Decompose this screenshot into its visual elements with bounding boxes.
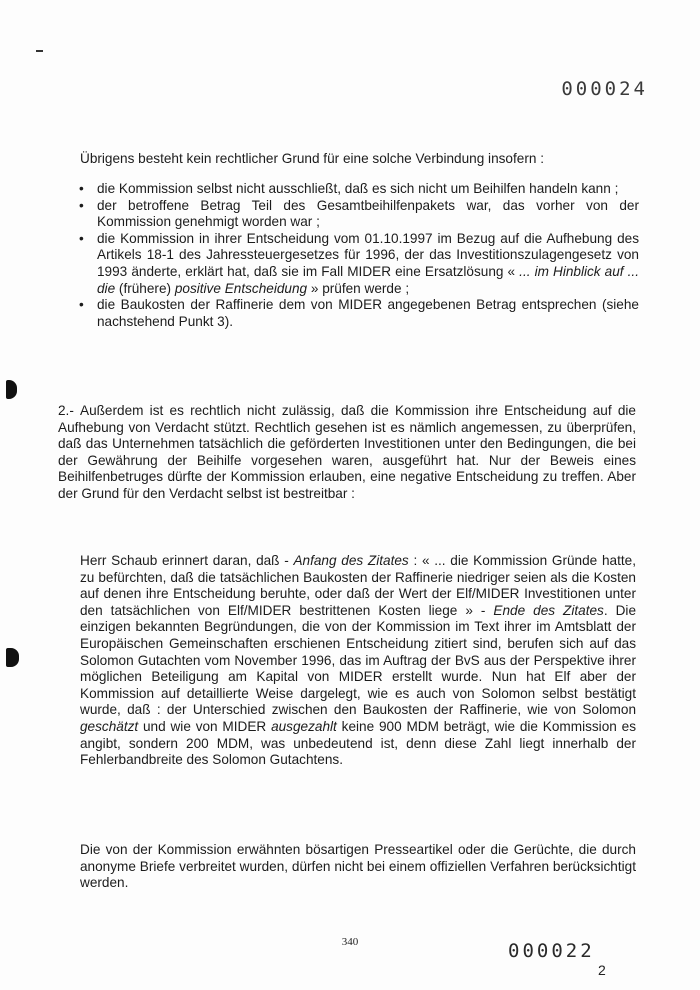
scan-artifact-mark [36, 50, 43, 52]
closing-paragraph: Die von der Kommission erwähnten bösartigen Presseartikel oder die Gerüchte, die durch anonyme Briefe verbreitet wurden, dürfen nicht bei einem offiziellen Verfahren berücksichtigt werden. [80, 842, 636, 891]
quote-mid: und wie von MIDER [138, 718, 272, 734]
italic-word: ausgezahlt [271, 718, 337, 734]
bullet-text-part: (frühere) [115, 280, 175, 296]
quote-tail: keine 900 MDM beträgt, wie die Kommission es angibt, sondern 200 MDM, was unbedeutend ist, denn diese Zahl liegt innerhalb der Fehlerbandbreite des Solomon Gutachtens. [80, 718, 636, 768]
margin-punch-mark-bottom [6, 648, 19, 667]
quote-end-label: Ende des Zitates [493, 602, 604, 618]
section-number: 2.- [58, 403, 74, 418]
bullet-text-part: die Kommission in ihrer Entscheidung vom 01.10.1997 im Bezug auf die Aufhebung des Artikels 18-1 des Jahressteuergesetzes für 1996, der das Investitionszulagengesetz von 1993 änderte, erklärt hat, daß sie im Fall MIDER eine Ersatzlösung « [97, 230, 639, 279]
page-number: 340 [341, 936, 359, 948]
quote-start-label: Anfang des Zitates [293, 553, 409, 568]
bullet-text: der betroffene Betrag Teil des Gesamtbeihilfenpakets war, das vorher von der Kommission genehmigt worden war ; [97, 197, 639, 230]
quote-after: . Die einzigen bekannten Begründungen, die von der Kommission im Text ihrer im Amtsblatt der Europäischen Gemeinschaften erschienen Entscheidung zitiert sind, berufen sich auf das Solomon Gutachten vom November 1996, das im Auftrag der BvS aus der Perspektive ihrer möglichen Beteiligung am Kapital von MIDER erstellt wurde. Nun hat Elf aber der Kommission auf detaillierte Weise dargelegt, wie es auch von Solomon selbst bestätigt wurde, daß : der Unterschied zwischen den Baukosten der Raffinerie, wie von Solomon [80, 602, 637, 718]
section-2-paragraph [58, 403, 636, 503]
archive-stamp-top: 000024 [561, 78, 648, 100]
bullet-text-italic: ... im Hinblick auf ... die [97, 263, 639, 296]
bullet-item [79, 198, 639, 231]
archive-stamp-bottom: 000022 [508, 940, 595, 962]
italic-word: geschätzt [80, 718, 139, 734]
corner-page-number: 2 [598, 962, 606, 978]
quote-body: : « ... die Kommission Gründe hatte, zu befürchten, daß die tatsächlichen Baukosten der Raffinerie niedriger seien als die Kosten auf denen ihre Entscheidung beruhte, oder daß der Wert der Elf/MIDER Investitionen unter den tatsächlichen von Elf/MIDER bestrittenen Kosten liege » - [80, 553, 636, 618]
bullet-text-italic: positive Entscheidung [174, 280, 308, 296]
bullet-list [79, 181, 639, 330]
section-2-text: Außerdem ist es rechtlich nicht zulässig, daß die Kommission ihre Entscheidung auf die Aufhebung von Verdacht stützt. Rechtlich gesehen ist es nämlich angemessen, zu überprüfen, daß das Unternehmen tatsächlich die geförderten Investitionen unter den Bedingungen, die bei der Gewährung der Beihilfe vorgesehen waren, ausgeführt hat. Nur der Beweis eines Beihilfenbetruges dürfte der Kommission erlauben, eine negative Entscheidung zu treffen. Aber der Grund für den Verdacht selbst ist bestreitbar : [58, 403, 636, 501]
intro-sentence: Übrigens besteht kein rechtlicher Grund für eine solche Verbindung insofern : [80, 151, 544, 166]
bullet-text: die Kommission selbst nicht ausschließt, daß es sich nicht um Beihilfen handeln kann ; [97, 181, 619, 196]
bullet-text: die Baukosten der Raffinerie dem von MIDER angegebenen Betrag entsprechen (siehe nachstehend Punkt 3). [97, 297, 639, 329]
quote-lead: Herr Schaub erinnert daran, daß - [80, 553, 294, 568]
bullet-item [79, 231, 639, 297]
bullet-item [79, 297, 639, 330]
margin-punch-mark-top [6, 380, 17, 399]
quote-paragraph [80, 553, 636, 769]
bullet-text-part: » prüfen werde ; [307, 280, 410, 296]
bullet-item [79, 181, 639, 198]
